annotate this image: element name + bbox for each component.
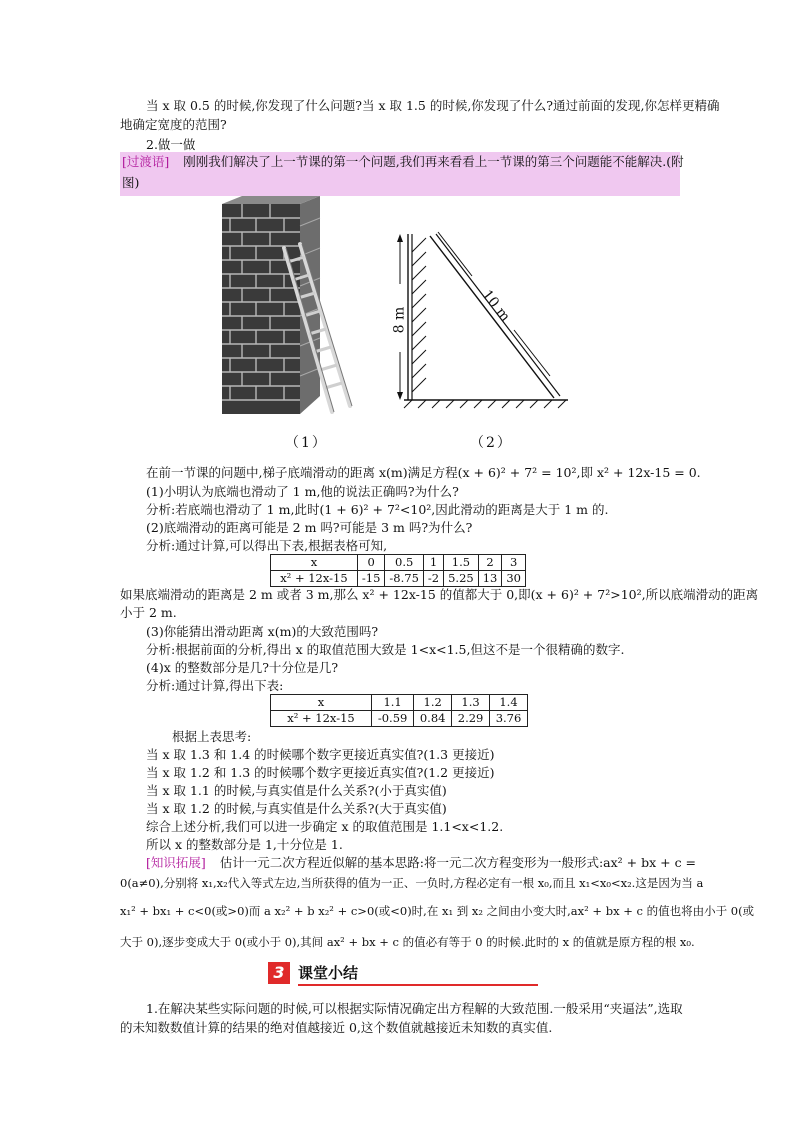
think-line-4: 当 x 取 1.2 的时候,与真实值是什么关系?(大于真实值) <box>146 801 447 816</box>
table-cell: -2 <box>423 571 443 587</box>
transition-text: 刚刚我们解决了上一节课的第一个问题,我们再来看看上一节课的第三个问题能不能解决.(附 <box>183 154 684 169</box>
think-line-3: 当 x 取 1.1 的时候,与真实值是什么关系?(小于真实值) <box>146 783 447 798</box>
analysis-3: 分析:根据前面的分析,得出 x 的取值范围大致是 1<x<1.5,但这不是一个很精确的数字. <box>146 642 625 657</box>
ladder-length-label: 10 m <box>478 287 514 325</box>
transition-line-1 <box>122 153 684 171</box>
extension-line-3: x₁² + bx₁ + c<0(或>0)而 a x₂² + b x₂² + c>0(或<0)时,在 x₁ 到 x₂ 之间由小变大时,ax² + bx + c 的值也将由小于 0(或 <box>120 904 755 918</box>
table-cell: 1 <box>423 555 443 571</box>
question-3: (3)你能猜出滑动距离 x(m)的大致范围吗? <box>146 624 379 639</box>
table-cell: 1.4 <box>490 695 528 711</box>
think-line-1: 当 x 取 1.3 和 1.4 的时候哪个数字更接近真实值?(1.3 更接近) <box>146 747 495 762</box>
wall-height-label: 8 m <box>391 306 408 334</box>
table-cell: 0.84 <box>414 711 452 727</box>
think-line-6: 所以 x 的整数部分是 1,十分位是 1. <box>146 837 343 852</box>
think-line-5: 综合上述分析,我们可以进一步确定 x 的取值范围是 1.1<x<1.2. <box>146 819 504 834</box>
table-cell: x <box>271 555 358 571</box>
analysis-4: 分析:通过计算,得出下表: <box>146 678 284 693</box>
extension-text: 估计一元二次方程近似解的基本思路:将一元二次方程变形为一般形式:ax² + bx + c = <box>219 855 697 870</box>
table-cell: x² + 12x-15 <box>271 711 372 727</box>
conclusion-line-1: 如果底端滑动的距离是 2 m 或者 3 m,那么 x² + 12x-15 的值都大于 0,即(x + 6)² + 7²>10²,所以底端滑动的距离 <box>120 587 759 602</box>
table-cell: 1.3 <box>452 695 490 711</box>
question-2: (2)底端滑动的距离可能是 2 m 吗?可能是 3 m 吗?为什么? <box>146 520 473 535</box>
figure-label-1: （1） <box>285 435 328 451</box>
section-number-badge: 3 <box>268 962 290 984</box>
table-cell: 0 <box>357 555 385 571</box>
section-rule <box>298 984 538 986</box>
analysis-2: 分析:通过计算,可以得出下表,根据表格可知, <box>146 538 388 553</box>
table-cell: 1.5 <box>444 555 479 571</box>
summary-line-1: 1.在解决某些实际问题的时候,可以根据实际情况确定出方程解的大致范围.一般采用“夹逼法”,选取 <box>146 1001 683 1016</box>
table-cell: 2 <box>478 555 502 571</box>
value-table-2 <box>270 694 528 727</box>
table-row <box>271 571 526 587</box>
table-cell: 30 <box>502 571 526 587</box>
extension-tag: [知识拓展] <box>146 855 206 870</box>
figure-ladder <box>272 240 362 420</box>
transition-tag: [过渡语] <box>122 154 170 169</box>
intro-line-2: 地确定宽度的范围? <box>120 117 227 132</box>
table-row <box>271 695 528 711</box>
intro-line-1: 当 x 取 0.5 的时候,你发现了什么问题?当 x 取 1.5 的时候,你发现了什么?通过前面的发现,你怎样更精确 <box>146 98 720 113</box>
table-cell: 5.25 <box>444 571 479 587</box>
table-cell: -8.75 <box>385 571 424 587</box>
extension-line-4: 大于 0),逐步变成大于 0(或小于 0),其间 ax² + bx + c 的值必有等于 0 的时候.此时的 x 的值就是原方程的根 x₀. <box>120 935 695 949</box>
table-cell: -15 <box>357 571 385 587</box>
table-cell: 1.1 <box>372 695 414 711</box>
table-row <box>271 711 528 727</box>
table-cell: 2.29 <box>452 711 490 727</box>
think-line-2: 当 x 取 1.2 和 1.3 的时候哪个数字更接近真实值?(1.2 更接近) <box>146 765 495 780</box>
question-4: (4)x 的整数部分是几?十分位是几? <box>146 660 339 675</box>
body-p1: 在前一节课的问题中,梯子底端滑动的距离 x(m)满足方程(x + 6)² + 7² = 10²,即 x² + 12x-15 = 0. <box>146 465 701 480</box>
conclusion-line-2: 小于 2 m. <box>120 605 177 620</box>
table-cell: 13 <box>478 571 502 587</box>
table-cell: -0.59 <box>372 711 414 727</box>
think-heading: 根据上表思考: <box>172 729 252 744</box>
extension-line-1 <box>146 854 696 872</box>
table-cell: 3 <box>502 555 526 571</box>
section-title: 课堂小结 <box>298 964 359 982</box>
intro-line-3: 2.做一做 <box>146 137 196 152</box>
table-cell: 0.5 <box>385 555 424 571</box>
table-cell: x² + 12x-15 <box>271 571 358 587</box>
table-cell: 1.2 <box>414 695 452 711</box>
extension-line-2: 0(a≠0),分别将 x₁,x₂代入等式左边,当所获得的值为一正、一负时,方程必定有一根 x₀,而且 x₁<x₀<x₂.这是因为当 a <box>120 876 704 890</box>
analysis-1: 分析:若底端也滑动了 1 m,此时(1 + 6)² + 7²<10²,因此滑动的距离是大于 1 m 的. <box>146 502 609 517</box>
value-table-1 <box>270 554 526 587</box>
section-header-summary <box>268 962 538 986</box>
transition-line-2: 图) <box>122 175 140 190</box>
table-row <box>271 555 526 571</box>
table-cell: x <box>271 695 372 711</box>
summary-line-2: 的未知数数值计算的结果的绝对值越接近 0,这个数值就越接近未知数的真实值. <box>120 1020 553 1035</box>
figure-triangle-diagram <box>390 222 580 422</box>
question-1: (1)小明认为底端也滑动了 1 m,他的说法正确吗?为什么? <box>146 484 459 499</box>
transition-highlight <box>120 152 684 196</box>
table-cell: 3.76 <box>490 711 528 727</box>
figure-label-2: （2） <box>470 435 513 451</box>
